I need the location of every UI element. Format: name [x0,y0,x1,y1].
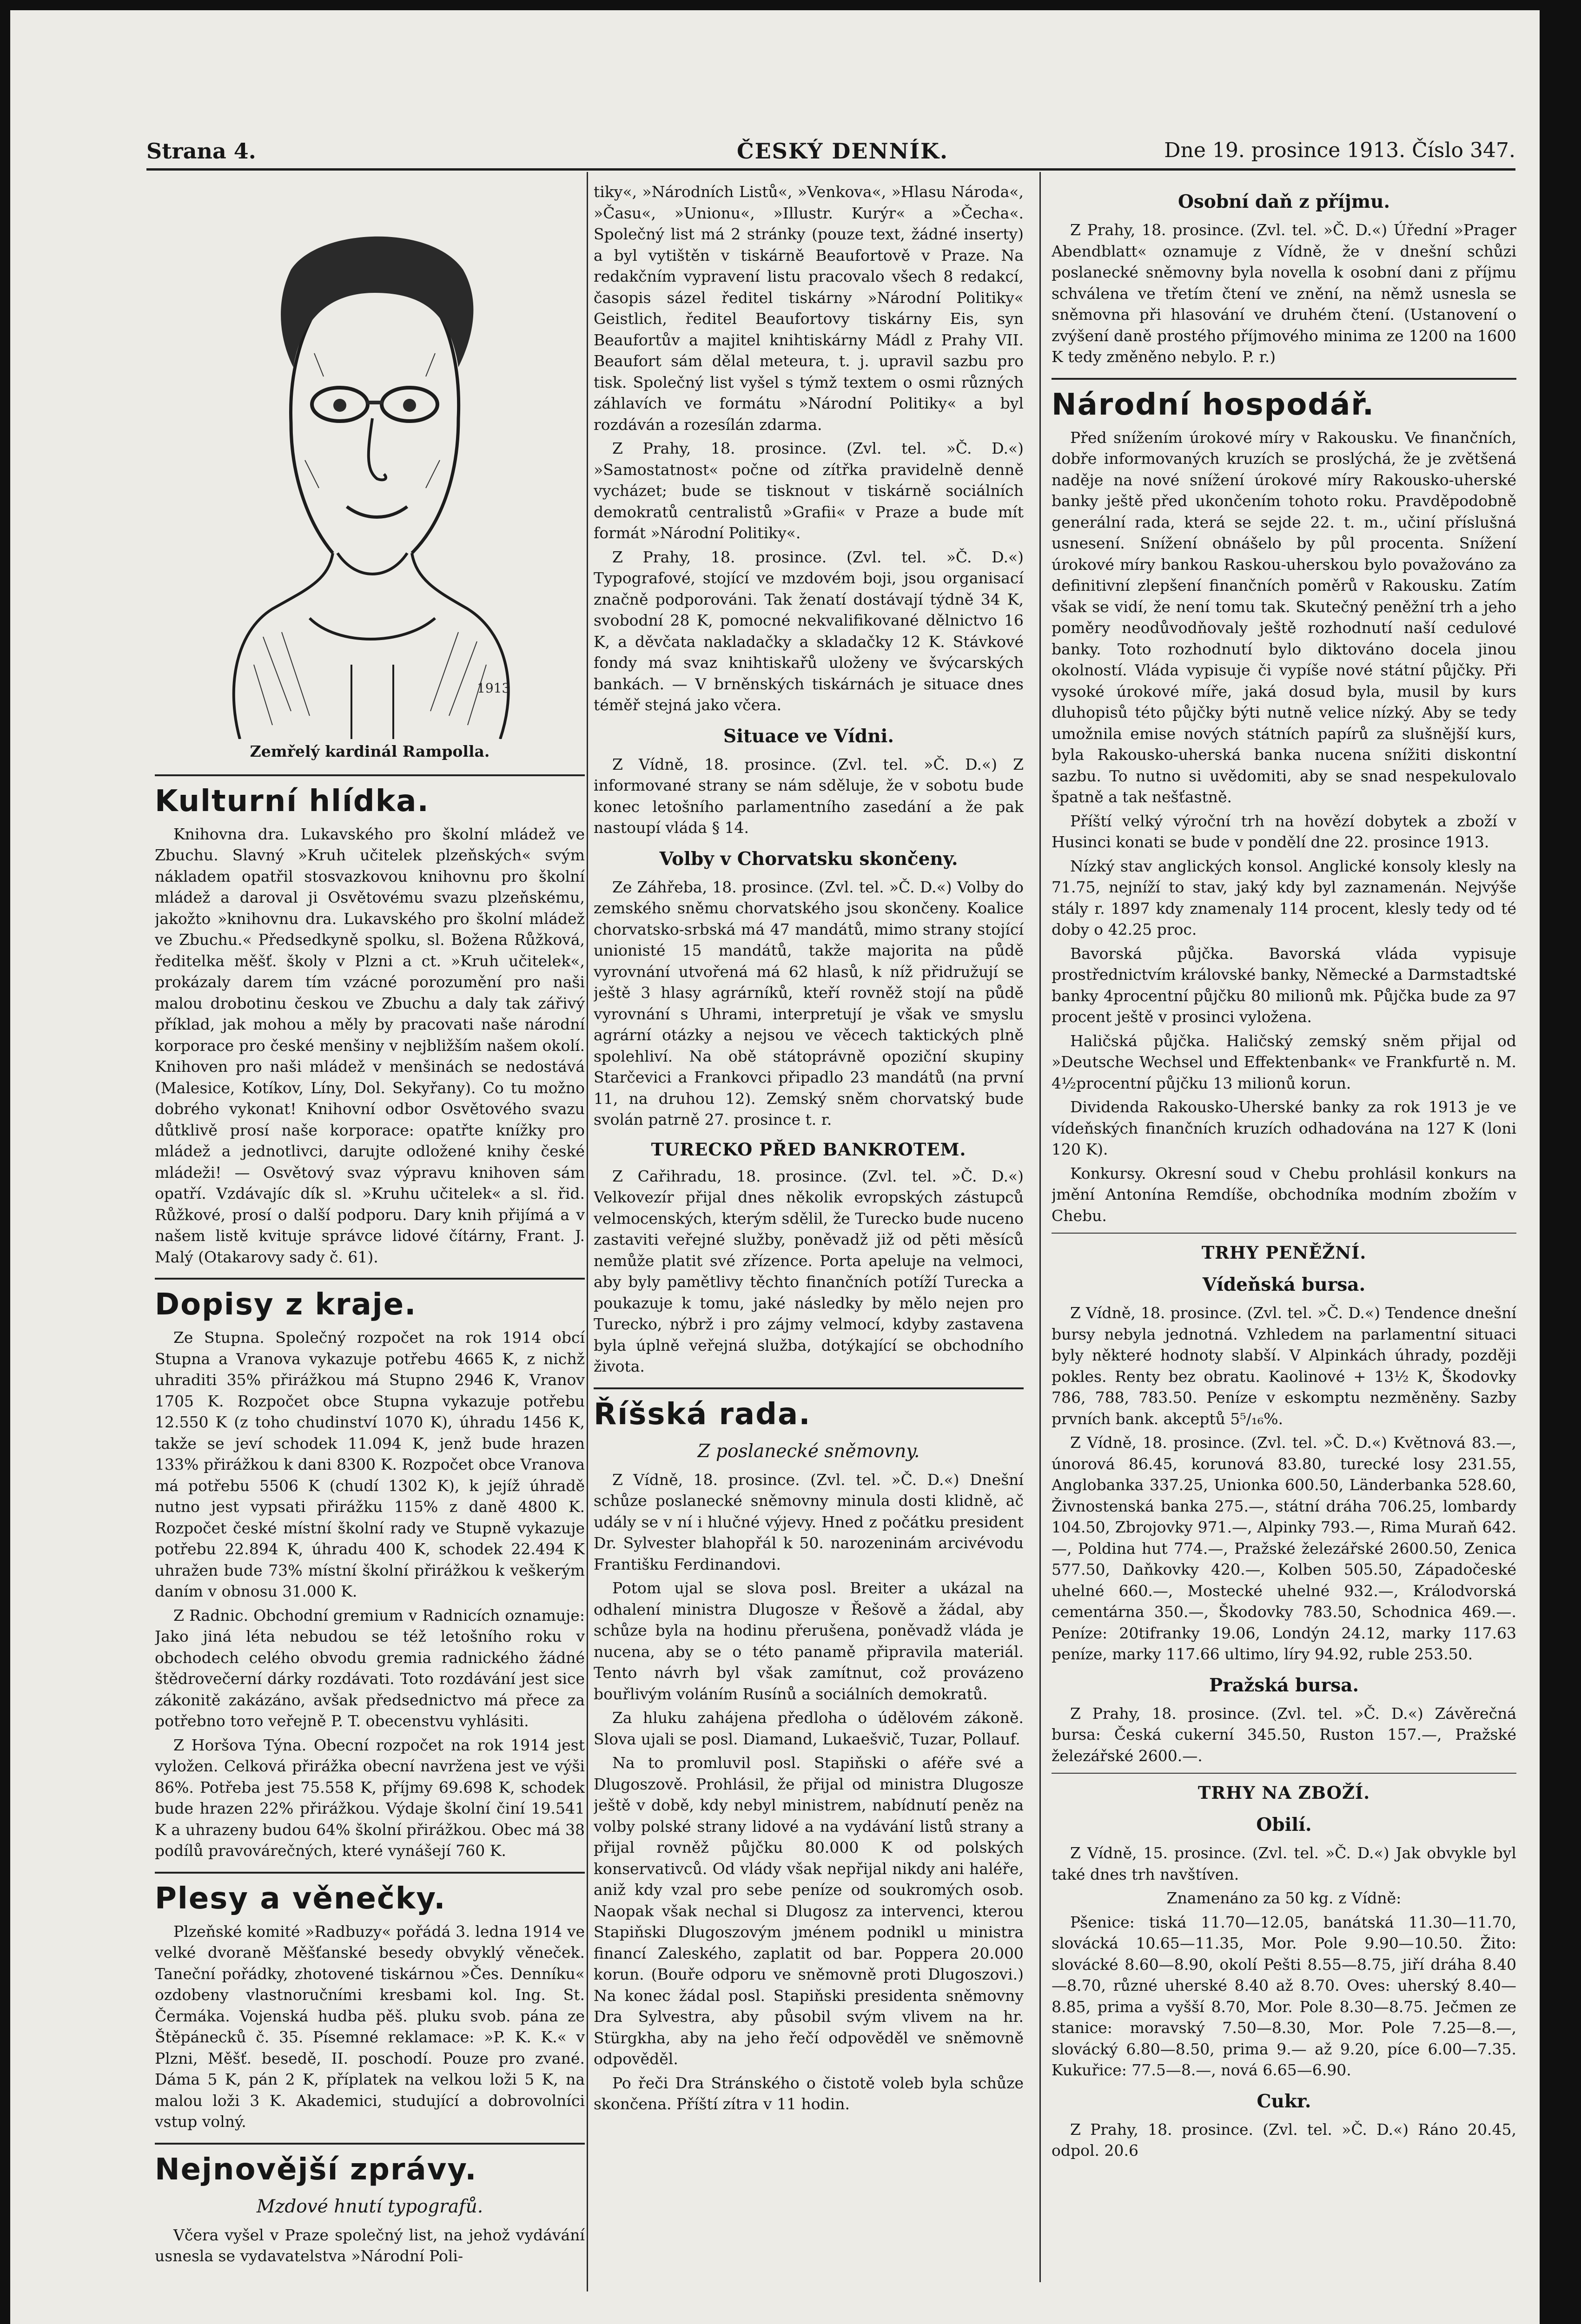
column-3 [1052,181,1516,2273]
article-headline: Situace ve Vídni. [723,725,894,747]
article-headline: Cukr. [1257,2090,1311,2112]
article-paragraph: Konkursy. Okresní soud v Chebu prohlásil konkurs na jmění Antonína Remdíše, obchodníka modním zbožím v Chebu. [1052,1164,1516,1225]
article-paragraph: Z Prahy, 18. prosince. (Zvl. tel. »Č. D.«) Závěrečná bursa: Česká cukerní 345.50, Ruston 157.—, Pražské železářské 2600.—. [1052,1704,1516,1765]
article-paragraph: Za hluku zahájena předloha o údělovém zákoně. Slova ujali se posl. Diamand, Lukaešvič, Tuzar, Pollauf. [594,1709,1024,1748]
article-paragraph: Z Prahy, 18. prosince. (Zvl. tel. »Č. D.«) Úřední »Prager Abendblatt« oznamuje z Vídně, že v dnešní schůzi poslanecké sněmovny byla novella k osobní dani z příjmu schválena ve třetím čtení ve znění, na němž usnesla se sněmovna při hlasování ve druhém čtení. (Ustanovení o zvýšení daně prostého příjmového minima ze 1200 na 1600 K tedy změněno nebylo. P. r.) [1052,221,1516,366]
article-paragraph: Z Prahy, 18. prosince. (Zvl. tel. »Č. D.«) Typografové, stojící ve mzdovém boji, jsou organisací značně podporováni. Tak ženatí dostávají týdně 34 K, svobodní 28 K, pomocné nekvalifikované dělnictvo 16 K, a děvčata nakladačky a skladačky 12 K. Stávkové fondy má svaz knihtiskařů uloženy ve švýcarských bankách. — V brněnských tiskárnách je situace dnes téměř stejná jako včera. [594,548,1024,714]
article-paragraph: Z Cařihradu, 18. prosince. (Zvl. tel. »Č. D.«) Velkovezír přijal dnes několik evropských zástupců velmocenských, kterým sdělil, že Turecko bude nuceno zastaviti veřejné služby, poněvadž již od pěti měsíců nemůže platit své zřízence. Porta apeluje na velmoci, aby byly pamětlivy těchto finančních potíží Turecka a poukazuje k tomu, jaké následky by mělo nejen pro Turecko, nýbrž i pro zájmy velmocí, kdyby zastavena byla úplně veřejná služba, dotýkající se obchodního života. [594,1167,1024,1375]
article-headline: Osobní daň z příjmu. [1177,191,1390,212]
article-paragraph: Z Vídně, 18. prosince. (Zvl. tel. »Č. D.«) Květnová 83.—, únorová 86.45, korunová 83.80, turecké losy 231.55, Anglobanka 337.25, Unionka 600.50, Länderbanka 528.60, Živnostenská banka 275.—, státní dráha 706.25, lombardy 104.50, Zbrojovky 971.—, Alpinky 793.—, Rima Muraň 642.—, Poldina hut 774.—, Pražské železářské 2600.50, Zenica 577.50, Daňkovky 420.—, Kolben 505.50, Západočeské uhelné 660.—, Mostecké uhelné 932.—, Králodvorská cementárna 350.—, Škodovky 783.50, Schodnica 469.—. Peníze: 20tifranky 19.06, Londýn 24.12, marky 117.63 peníze, marky 117.66 ultimo, líry 94.92, ruble 253.50. [1052,1433,1516,1663]
section-rule [1052,1773,1516,1774]
article-paragraph: Potom ujal se slova posl. Breiter a ukázal na odhalení ministra Dlugosze v Řešově a žádal, aby schůze byla na hodinu přerušena, poněvadž vláda je nucena, aby se o této panamě připravila materiál. Tento návrh byl však zamítnut, což provázeno bouřlivým voláním Rusínů a sociálních demokratů. [594,1579,1024,1703]
article-paragraph: Pšenice: tiská 11.70—12.05, banátská 11.30—11.70, slovácká 10.65—11.35, Mor. Pole 9.90—10.50. Žito: slovácké 8.60—8.90, okolí Pešti 8.55—8.75, jiří dráha 8.40—8.70, různé uherské 8.40 až 8.70. Oves: uherský 8.40—8.85, prima a vyšší 8.70, Mor. Pole 8.30—8.75. Ječmen ze stanice: moravský 7.50—8.30, Mor. Pole 7.25—8.—, slovácký 6.80—8.50, prima 9.— až 9.20, píce 6.00—7.35. Kukuřice: 77.5—8.—, nová 6.65—6.90. [1052,1913,1516,2079]
article-paragraph: Plzeňské komité »Radbuzy« pořádá 3. ledna 1914 ve velké dvoraně Měšťanské besedy obvyklý věneček. Taneční pořádky, zhotovené tiskárnou »Čes. Denníku« ozdobeny vlastnoručními kresbami kol. Ing. St. Čermáka. Vojenská hudba pěš. pluku svob. pána ze Štěpánecků č. 35. Písemné reklamace: »P. K. K.« v Plzni, Měšť. besedě, II. poschodí. Pouze pro zvané. Dáma 5 K, pán 2 K, příplatek na velkou loži 5 K, na malou loži 3 K. Akademici, studující a dobrovolníci vstup volný. [155,1922,585,2131]
section-title-dopisy: Dopisy z kraje. [155,1287,417,1322]
article-paragraph: Z Prahy, 18. prosince. (Zvl. tel. »Č. D.«) »Samostatnost« počne od zítřka pravidelně denně vycházet; bude se tisknout v tiskárně sociálních demokratů centralistů »Grafii« v Praze a bude mít formát »Národní Politiky«. [594,439,1024,542]
article-paragraph: Před snížením úrokové míry v Rakousku. Ve finančních, dobře informovaných kruzích se proslýchá, že je zvětšená naděje na nové snížení úrokové míry Rakousko-uherské banky ještě před ukončením tohoto roku. Pravděpodobně generální rada, která se sejde 22. t. m., učiní příslušná usnesení. Snížení obnášelo by půl procenta. Snížení úrokové míry bankou Raskou-uherskou bylo považováno za definitivní zlepšení finančních poměrů v Rakousku. Zatím však se vidí, že není tomu tak. Skutečný peněžní trh a jeho poměry neodůvodňovaly ještě rozhodnutí naší cedulové banky. Toto rozhodnutí bylo diktováno docela jinou okolností. Vláda vypisuje či vypíše nové státní půjčky. Při vysoké úrokové míře, jaká dosud byla, musil by kurs dluhopisů této půjčky býti nutně velice nízký. Aby se tedy umožnila emise nových státních papírů za slušnější kurs, byla Rakousko-uherská banka nucena snížiti diskontní sazbu. To nutno si uvědomiti, aby se snad nespekulovalo špatně a tak nešťastně. [1052,428,1516,806]
article-paragraph: Ze Záhřeba, 18. prosince. (Zvl. tel. »Č. D.«) Volby do zemského sněmu chorvatského jsou skončeny. Koalice chorvatsko-srbská má 47 mandátů, mimo strany stojící unionisté 15 mandátů, takže majorita na půdě vyrovnání utvořená má 62 hlasů, k níž přidružují se ještě 3 hlasy agrárníků, kteří rovněž stojí na půdě vyrovnání s Uhrami, interpretují je však ve smyslu agrární otázky a nejsou ve věcech taktických plně spolehliví. Na obě státoprávně opoziční skupiny Starčevici a Frankovci připadlo 23 mandátů (na první 11, na druhou 12). Zemský sněm chorvatský bude svolán patrně 27. prosince t. r. [594,878,1024,1129]
article-paragraph: Z Radnic. Obchodní gremium v Radnicích oznamuje: Jako jiná léta nebudou se též letošního roku v obchodech celého obvodu gremia radnického žádné štědrovečerní dárky rozdávati. Toto rozdávání jest sice zákonitě zakázáno, avšak předsednictvo má přece za potřebno tото veřejně P. T. obecenstvu vyhlásiti. [155,1606,585,1730]
masthead-title: ČESKÝ DENNÍK. [737,139,949,164]
section-rule [1052,1233,1516,1234]
article-paragraph: tiky«, »Národních Listů«, »Venkova«, »Hlasu Národa«, »Času«, »Unionu«, »Illustr. Kurýr« a »Čecha«. Společný list má 2 stránky (pouze text, žádné inserty) a byl vytištěn v tiskárně Beaufortově v Praze. Na redakčním vypravení listu pracovalo všech 8 redakcí, časopis sázel ředitel tiskárny »Národní Politiky« Geistlich, ředitel Beaufortovy tiskárny Eis, syn Beaufortův a majitel knihtiskárny Mádl z Prahy VII. Beaufort sám dělal meteura, t. j. upravil sazbu pro tisk. Společný list vyšel s týmž textem o osmi různých záhlavích ve formátu »Národní Politiky« a byl rozdáván a rozesílán zdarma. [594,183,1024,434]
article-headline: Z poslanecké sněmovny. [697,1440,920,1462]
article-paragraph: Z Vídně, 18. prosince. (Zvl. tel. »Č. D.«) Z informované strany se nám sděluje, že v sobotu bude konec letošního parlamentního zasedání a že pak nastoupí vláda § 14. [594,755,1024,837]
header-rule [146,168,1515,171]
section-title-plesy: Plesy a věnečky. [155,1881,446,1916]
article-headline: TRHY NA ZBOŽÍ. [1197,1783,1370,1803]
article-paragraph: Z Vídně, 18. prosince. (Zvl. tel. »Č. D.«) Tendence dnešní bursy nebyla jednotná. Vzhledem na parlamentní situaci byly některé hodnoty slabší. V Alpinkách úhrady, později pokles. Renty bez obratu. Kaolinové + 13½ K, Škodovky 786, 788, 783.50. Peníze v eskomptu nezměněny. Sazby prvních bank. akceptů 5⁵/₁₆%. [1052,1304,1516,1428]
article-headline: Volby v Chorvatsku skončeny. [659,848,958,870]
section-rule [155,774,585,776]
section-rule [594,1387,1024,1389]
section-title-narodni-hospodar: Národní hospodář. [1052,387,1375,422]
article-paragraph: Knihovna dra. Lukavského pro školní mládež ve Zbuchu. Slavný »Kruh učitelek plzeňských« svým nákladem opatřil stosvazkovou knihovnu pro školní mládež a daroval ji Osvětovému svazu plzeňskému, jakožto »knihovnu dra. Lukavského pro školní mládež ve Zbuchu.« Předsedkyně spolku, sl. Božena Růžková, ředitelka měšť. školy v Plzni a ct. »Kruh učitelek«, prokázaly darem tím vzácné porozumění pro naši malou drobotinu českou ve Zbuchu a daly tak zářivý příklad, jak mohou a měly by pracovati naše národní korporace pro české menšiny v nejbližším našem okolí. Knihoven pro naši mládež v menšinách se nedostává (Malesice, Kotíkov, Líny, Dol. Sekyřany). Co tu možno dobrého vykonat! Knihovní odbor Osvětového svazu důtklivě prosí naše korporace: opatřte knížky pro mládež a jednotlivci, darujte odložené knihy české mládeži! — Osvětový svaz výpravu knihoven sám opatří. Vzdávajíc dík sl. »Kruhu učitelek« a sl. řid. Růžkové, prosí o další podporu. Dary knih přijímá a v našem listě kvituje správce lidové čítárny, Frant. J. Malý (Otakarovy sady č. 61). [155,825,585,1266]
column-divider-2 [1039,172,1041,2282]
article-headline: Obilí. [1256,1814,1312,1835]
section-rule [155,2143,585,2145]
article-headline: TURECKO PŘED BANKROTEM. [651,1139,966,1160]
section-rule [1052,378,1516,380]
article-paragraph: Příští velký výroční trh na hovězí dobytek a zboží v Husinci konati se bude v pondělí dne 22. prosince 1913. [1052,812,1516,851]
article-paragraph: Včera vyšel v Praze společný list, na jehož vydávání usnesla se vydavatelstva »Národní Poli- [155,2225,585,2265]
article-headline: TRHY PENĚŽNÍ. [1201,1242,1367,1263]
article-headline: Mzdové hnutí typografů. [256,2196,483,2217]
article-headline: Vídeňská bursa. [1202,1274,1366,1295]
article-paragraph: Z Horšova Týna. Obecní rozpočet na rok 1914 jest vyložen. Celková přirážka obecní navržena jest ve výši 86%. Potřeba jest 75.558 K, příjmy 69.698 K, schodek bude hrazen 22% přirážkou. Výdaje školní činí 19.541 K a uhrazeny budou 64% školní přirážkou. Obec má 38 podílů pravovárečných, které vynášejí 760 K. [155,1736,585,1860]
portrait-signature: 1913 [476,680,510,696]
section-rule [155,1872,585,1874]
article-paragraph: Na to promluvil posl. Stapiňski o aféře své a Dlugoszově. Prohlásil, že přijal od ministra Dlugosze ještě v době, kdy nebyl ministrem, nabídnutí peněz na volby polské strany lidové a na vydávání listů strany a přijal rovněž půjčku 80.000 K od polských konservativců. Od vlády však nepřijal nikdy ani haléře, aniž kdy vzal pro sebe peníze od soukromých osob. Naopak však nechal si Dlugosz za intervenci, kterou Stapiňski Dlugoszovým jménem podnikl u ministra financí Zaleského, zaplatit od bar. Poppera 20.000 korun. (Bouře odporu ve sněmovně proti Dlugoszovi.) Na konec žádal posl. Stapiňski presidenta sněmovny Dra Sylvestra, aby působil svým vlivem na hr. Stürgkha, aby na jeho řečí odpověděl ve sněmovně odpověděl. [594,1754,1024,2068]
article-paragraph: Ze Stupna. Společný rozpočet na rok 1914 obcí Stupna a Vranova vykazuje potřebu 4665 K, z nichž uhraditi 35% přirážkou má Stupno 2946 K, Vranov 1705 K. Rozpočet obce Stupna vykazuje potřebu 12.550 K (z toho chudinství 1070 K), úhradu 1456 K, takže se jeví schodek 11.094 K, jenž bude hrazen 133% přirážkou k dani 8300 K. Rozpočet obce Vranova má potřebu 5506 K (chudí 1302 K), k jejíž úhradě nutno jest vypsati přirážku 115% z daně 4800 K. Rozpočet české místní školní rady ve Stupně vykazuje potřebu 22.894 K, úhradu 400 K, schodek 22.494 K uhražen bude 73% místní školní přirážkou k veškerým daním v obnosu 31.000 K. [155,1328,585,1600]
article-headline: Pražská bursa. [1209,1674,1359,1696]
issue-date: Dne 19. prosince 1913. Číslo 347. [1164,139,1515,162]
article-paragraph: Po řeči Dra Stránského o čistotě voleb byla schůze skončena. Příští zítra v 11 hodin. [594,2073,1024,2113]
section-title-kulturni: Kulturní hlídka. [155,784,430,819]
column-2 [594,181,1024,2296]
page-number: Strana 4. [146,139,256,164]
column-1 [155,181,585,2296]
article-paragraph: Znamenáno za 50 kg. z Vídně: [1166,1889,1402,1907]
article-paragraph: Nízký stav anglických konsol. Anglické konsoly klesly na 71.75, nejníží to stav, jaký kdy byl zaznamenán. Nejvýše stály r. 1897 kdy znamenaly 114 procent, klesly tedy od té doby o 42.25 proc. [1052,857,1516,938]
page-header [146,139,1515,166]
section-title-risska-rada: Říšská rada. [594,1397,811,1432]
article-paragraph: Z Vídně, 18. prosince. (Zvl. tel. »Č. D.«) Dnešní schůze poslanecké sněmovny minula dosti klidně, ač udály se v ní i hlučné výjevy. Hned z počátku president Dr. Sylvester blahopřál k 50. narozeninám arcivévodu Františku Ferdinandovi. [594,1470,1024,1573]
article-paragraph: Z Vídně, 15. prosince. (Zvl. tel. »Č. D.«) Jak obvykle byl také dnes trh navštíven. [1052,1844,1516,1883]
article-paragraph: Bavorská půjčka. Bavorská vláda vypisuje prostřednictvím královské banky, Německé a Darmstadtské banky 4procentní půjčku 80 milionů mk. Půjčka bude za 97 procent ještě v prosinci vyložena. [1052,944,1516,1026]
column-divider-1 [587,172,588,2291]
article-paragraph: Haličská půjčka. Haličský zemský sněm přijal od »Deutsche Wechsel und Effektenbank« ve Frankfurtě n. M. 4½procentní půjčku 13 milionů korun. [1052,1031,1516,1092]
section-rule [155,1278,585,1280]
portrait-caption: Zemřelý kardinál Rampolla. [250,742,490,760]
article-paragraph: Z Prahy, 18. prosince. (Zvl. tel. »Č. D.«) Ráno 20.45, odpol. 20.6 [1052,2120,1516,2159]
article-paragraph: Dividenda Rakousko-Uherské banky za rok 1913 je ve vídeňských finančních kruzích odhadována na 127 K (loni 120 K). [1052,1098,1516,1158]
portrait-illustration [198,200,542,739]
section-title-nejnovejsi: Nejnovější zprávy. [155,2152,477,2187]
